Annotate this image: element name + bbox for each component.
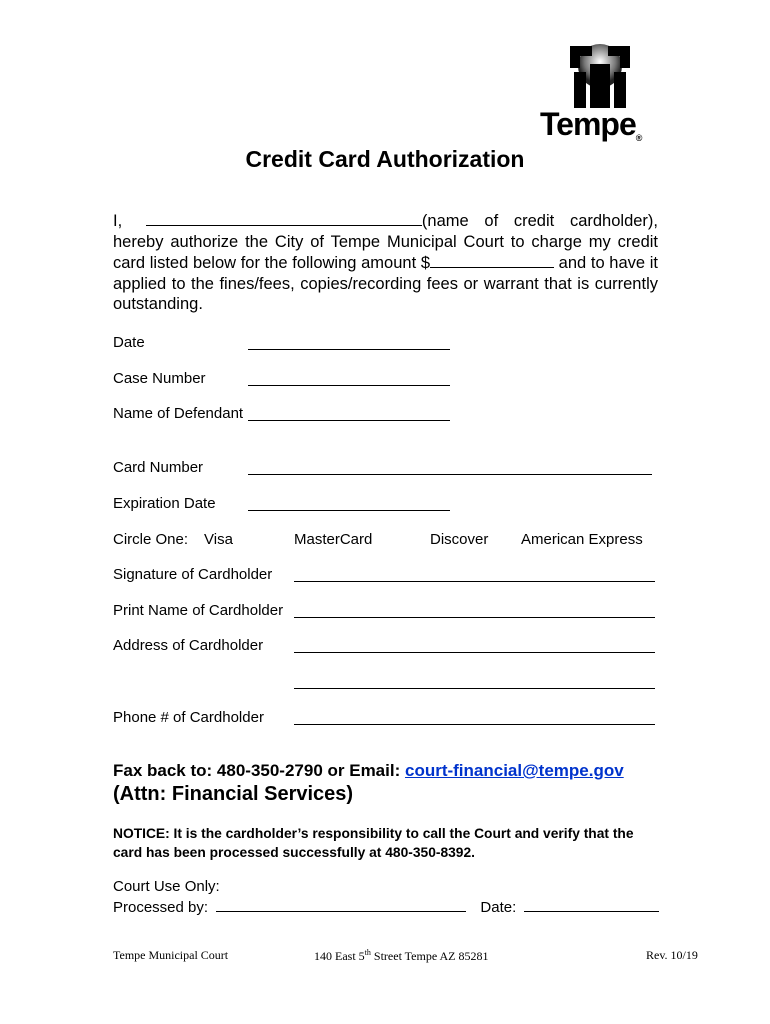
fax-email-line (113, 761, 658, 781)
card-type-american-express[interactable]: American Express (521, 531, 643, 548)
form-title: Credit Card Authorization (245, 146, 525, 172)
footer-address-pre: 140 East 5 (314, 949, 365, 963)
intro-rest: and to have it applied to the fines/fees, copies/recording fees or warrant that is currently outstanding. (113, 254, 658, 313)
card-number-label: Card Number (113, 459, 204, 476)
court-use-section (113, 877, 659, 917)
phone-label: Phone # of Cardholder (113, 709, 264, 726)
footer-address-sup: th (364, 948, 371, 957)
address-field-line-2[interactable] (294, 688, 655, 689)
circle-one-label: Circle One: (113, 531, 189, 548)
fax-text: Fax back to: 480-350-2790 or Email: (113, 761, 405, 780)
email-link[interactable]: court-financial@tempe.gov (404, 761, 624, 780)
print-name-label: Print Name of Cardholder (113, 602, 284, 619)
tempe-logo (540, 42, 660, 146)
card-number-field[interactable] (248, 474, 652, 475)
authorization-paragraph (113, 210, 658, 315)
card-type-mastercard[interactable]: MasterCard (294, 531, 373, 548)
registered-mark: ® (635, 133, 642, 143)
intro-prefix: I, (113, 212, 123, 230)
court-use-heading: Court Use Only: (113, 878, 220, 895)
footer-revision: Rev. 10/19 (646, 948, 698, 962)
address-label: Address of Cardholder (113, 637, 264, 654)
date-label: Date (113, 334, 145, 351)
processed-by-label: Processed by: (113, 899, 209, 916)
date-field[interactable] (248, 349, 450, 350)
court-date-label: Date: (480, 899, 517, 916)
defendant-name-label: Name of Defendant (113, 405, 244, 422)
defendant-name-field[interactable] (248, 420, 450, 421)
tempe-t-icon (540, 42, 660, 112)
footer-court-name: Tempe Municipal Court (113, 948, 229, 962)
case-number-field[interactable] (248, 385, 450, 386)
footer-address-post: Street Tempe AZ 85281 (370, 949, 489, 963)
notice-text: NOTICE: It is the cardholder’s responsibility to call the Court and verify that the card has been processed successfully at 480-350-8392. (113, 826, 634, 860)
footer-address (314, 948, 489, 964)
logo-text: Tempe (540, 106, 636, 142)
intro-middle: (name of credit cardholder), hereby authorize the City of Tempe Municipal Court to charge my credit card listed below for the following amount $ (113, 212, 658, 272)
processed-by-field[interactable] (216, 896, 466, 912)
expiration-date-label: Expiration Date (113, 495, 216, 512)
address-field-line-1[interactable] (294, 652, 655, 653)
court-date-field[interactable] (524, 896, 659, 912)
attn-line: (Attn: Financial Services) (113, 783, 354, 805)
card-type-discover[interactable]: Discover (430, 531, 489, 548)
cardholder-name-blank[interactable] (146, 210, 422, 226)
card-type-visa[interactable]: Visa (204, 531, 233, 548)
print-name-field[interactable] (294, 617, 655, 618)
case-number-label: Case Number (113, 370, 206, 387)
phone-field[interactable] (294, 724, 655, 725)
signature-label: Signature of Cardholder (113, 566, 273, 583)
amount-blank[interactable] (430, 252, 554, 268)
signature-field[interactable] (294, 581, 655, 582)
expiration-date-field[interactable] (248, 510, 450, 511)
